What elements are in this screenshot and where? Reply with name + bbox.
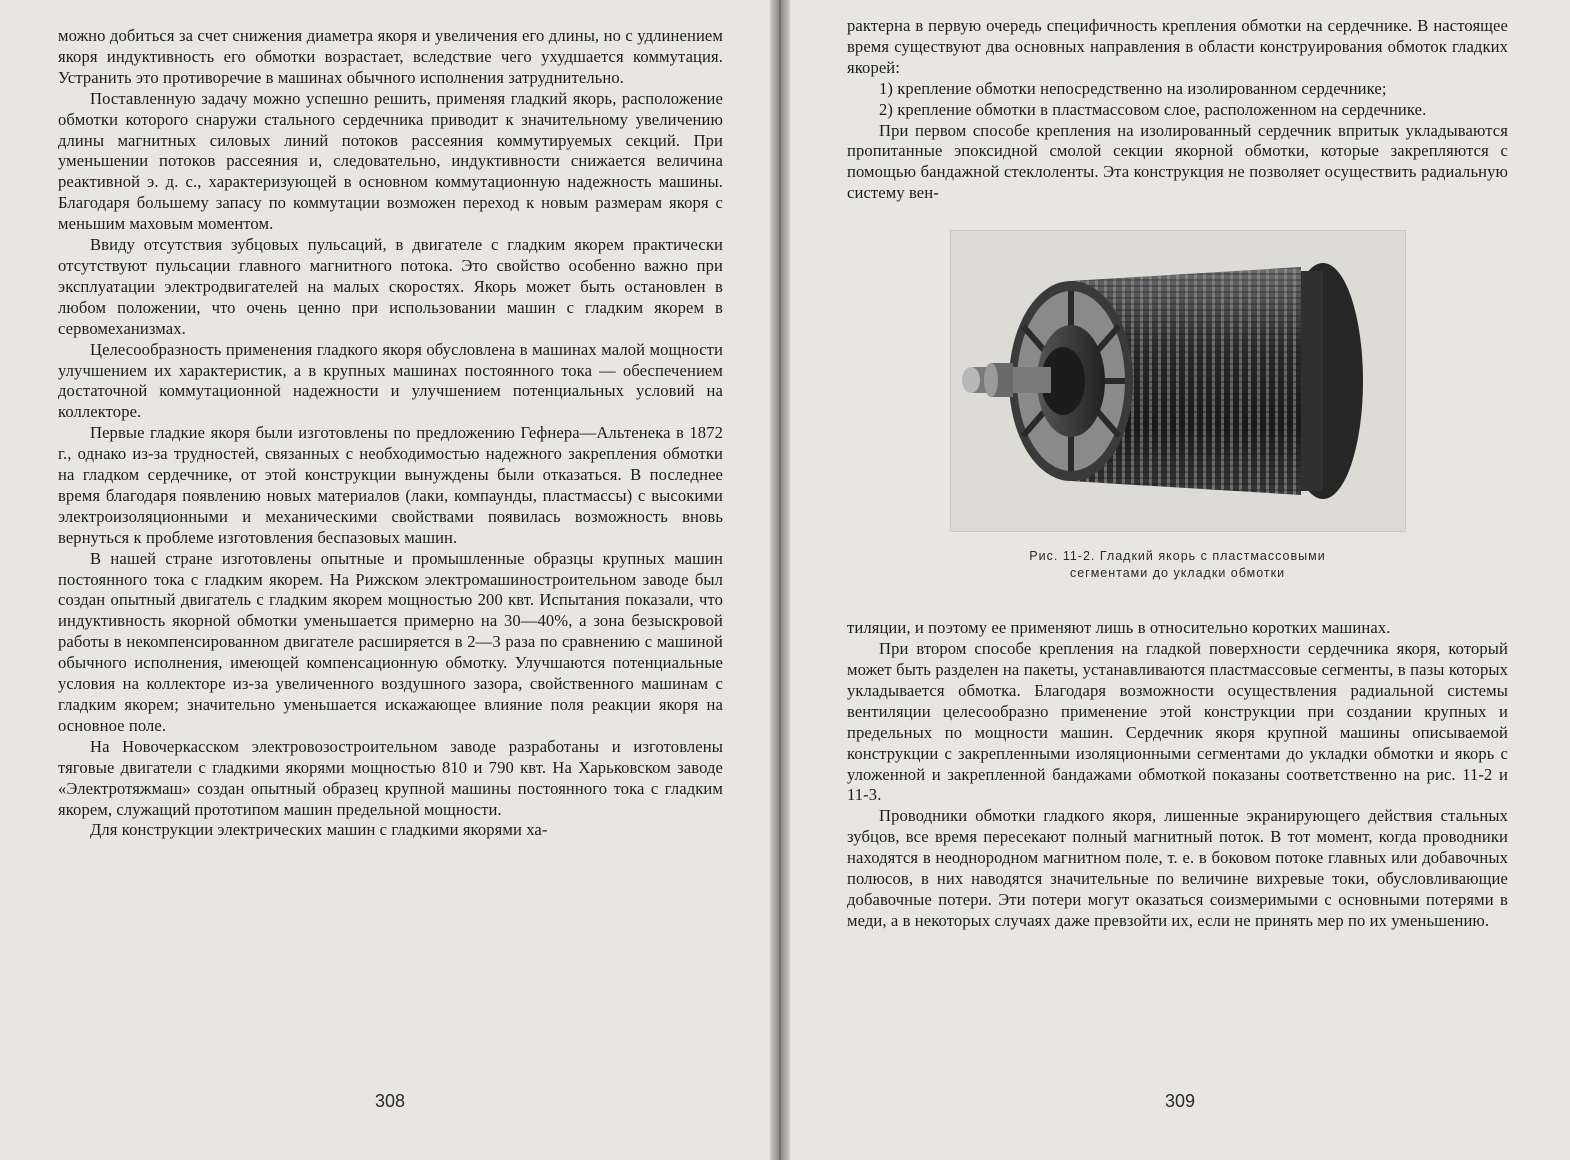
armature-illustration bbox=[951, 231, 1405, 531]
figure-caption bbox=[950, 548, 1406, 582]
book-gutter bbox=[770, 0, 790, 1160]
paragraph: Ввиду отсутствия зубцовых пульсаций, в двигателе с гладким якорем практически отсутствуют пульсации главного магнитного потока. Это свойство особенно важно при эксплуатации электродвигателей на малых скоростях. Якорь может быть остановлен в любом положении, что очень ценно при использовании машин с гладким якорем в сервомеханизмах. bbox=[58, 235, 723, 338]
paragraph: 1) крепление обмотки непосредственно на изолированном сердечнике; bbox=[879, 78, 1387, 98]
caption-line: Рис. 11-2. Гладкий якорь с пластмассовыми bbox=[1029, 549, 1326, 564]
page-number: 309 bbox=[1165, 1091, 1196, 1111]
paragraph: При первом способе крепления на изолированный сердечник впритык укладываются пропитанные эпоксидной смолой секции якорной обмотки, которые закрепляются с помощью бандажной стеклоленты. Эта конструкция не позволяет осуществить радиальную систему вен- bbox=[847, 120, 1508, 203]
paragraph: При втором способе крепления на гладкой поверхности сердечника якоря, который может быть разделен на пакеты, устанавливаются пластмассовые сегменты, в пазы которых укладывается обмотка. Благодаря возможности осуществления радиальной системы вентиляции целесообразно применение этой конструкции при создании крупных и предельных по мощности машин. Сердечник якоря крупной машины описываемой конструкции с закрепленными изоляционными сегментами до укладки обмотки и якорь с уложенной и закрепленной бандажами обмоткой показаны соответственно на рис. 11-2 и 11-3. bbox=[847, 639, 1508, 805]
left-page bbox=[0, 0, 775, 1160]
right-page-text-top bbox=[847, 16, 1508, 204]
paragraph: 2) крепление обмотки в пластмассовом слое, расположенном на сердечнике. bbox=[879, 99, 1427, 119]
right-page-text-bottom bbox=[847, 618, 1508, 932]
paragraph: тиляции, и поэтому ее применяют лишь в относительно коротких машинах. bbox=[847, 618, 1391, 638]
paragraph: можно добиться за счет снижения диаметра якоря и увеличения его длины, но с удлинением якоря индуктивность его обмотки возрастает, вследствие чего ухудшается коммутация. Устранить это противоречие в машинах обычного исполнения затруднительно. bbox=[58, 26, 723, 87]
paragraph: Поставленную задачу можно успешно решить, применяя гладкий якорь, расположение обмотки которого снаружи стального сердечника приводит к значительному увеличению длины магнитных силовых линий потоков рассеяния коммутируемых секций. При уменьшении потоков рассеяния и, следовательно, индуктивности снижается величина реактивной э. д. с., характеризующей в основном коммутационную надежность машины. Благодаря большему запасу по коммутации возможен переход к новым размерам якоря с меньшим маховым моментом. bbox=[58, 88, 723, 234]
paragraph: Целесообразность применения гладкого якоря обусловлена в машинах малой мощности улучшением их характеристик, а в крупных машинах постоянного тока — обеспечением достаточной коммутационной надежности и улучшением потенциальных условий на коллекторе. bbox=[58, 339, 723, 422]
right-page bbox=[775, 0, 1570, 1160]
paragraph: Для конструкции электрических машин с гладкими якорями ха- bbox=[90, 820, 548, 840]
paragraph: В нашей стране изготовлены опытные и промышленные образцы крупных машин постоянного тока с гладким якорем. На Рижском электромашиностроительном заводе был создан опытный двигатель с гладким якорем мощностью 200 квт. Испытания показали, что индуктивность якорной обмотки уменьшается примерно на 30—40%, а зона безыскровой работы в некомпенсированном двигателе расширяется в 2—3 раза по сравнению с машиной обычного исполнения, имеющей компенсационную обмотку. Улучшаются потенциальные условия на коллекторе из-за увеличенного воздушного зазора, свойственного машинам с гладким якорем; значительно уменьшается искажающее влияние поля реакции якоря на основное поле. bbox=[58, 548, 723, 735]
caption-line: сегментами до укладки обмотки bbox=[1069, 566, 1286, 581]
paragraph: На Новочеркасском электровозостроительном заводе разработаны и изготовлены тяговые двигатели с гладкими якорями мощностью 810 и 790 квт. На Харьковском заводе «Электротяжмаш» создан опытный образец крупной машины постоянного тока с гладким якорем, служащий прототипом машин предельной мощности. bbox=[58, 736, 723, 819]
armature-photo bbox=[950, 230, 1406, 532]
paragraph: рактерна в первую очередь специфичность крепления обмотки на сердечнике. В настоящее время существуют два основных направления в области конструирования обмоток гладких якорей: bbox=[847, 16, 1508, 77]
left-page-text bbox=[58, 26, 723, 841]
page-number: 308 bbox=[375, 1091, 406, 1111]
paragraph: Проводники обмотки гладкого якоря, лишенные экранирующего действия стальных зубцов, все время пересекают полный магнитный поток. В тот момент, когда проводники находятся в неоднородном магнитном поле, т. е. в боковом потоке главных или добавочных полюсов, в них наводятся значительные по величине вихревые токи, обусловливающие добавочные потери. Эти потери могут оказаться соизмеримыми с основными потерями в меди, а в некоторых случаях даже превзойти их, если не принять мер по их уменьшению. bbox=[847, 806, 1508, 930]
figure-11-2 bbox=[950, 230, 1406, 582]
paragraph: Первые гладкие якоря были изготовлены по предложению Гефнера—Альтенека в 1872 г., однако из-за трудностей, связанных с необходимостью надежного закрепления обмотки на гладком сердечнике, от этой конструкции вынуждены были отказаться. В последнее время благодаря появлению новых материалов (лаки, компаунды, пластмассы) с высокими электроизоляционными и механическими свойствами появилась возможность вновь вернуться к проблеме изготовления беспазовых машин. bbox=[58, 423, 723, 547]
